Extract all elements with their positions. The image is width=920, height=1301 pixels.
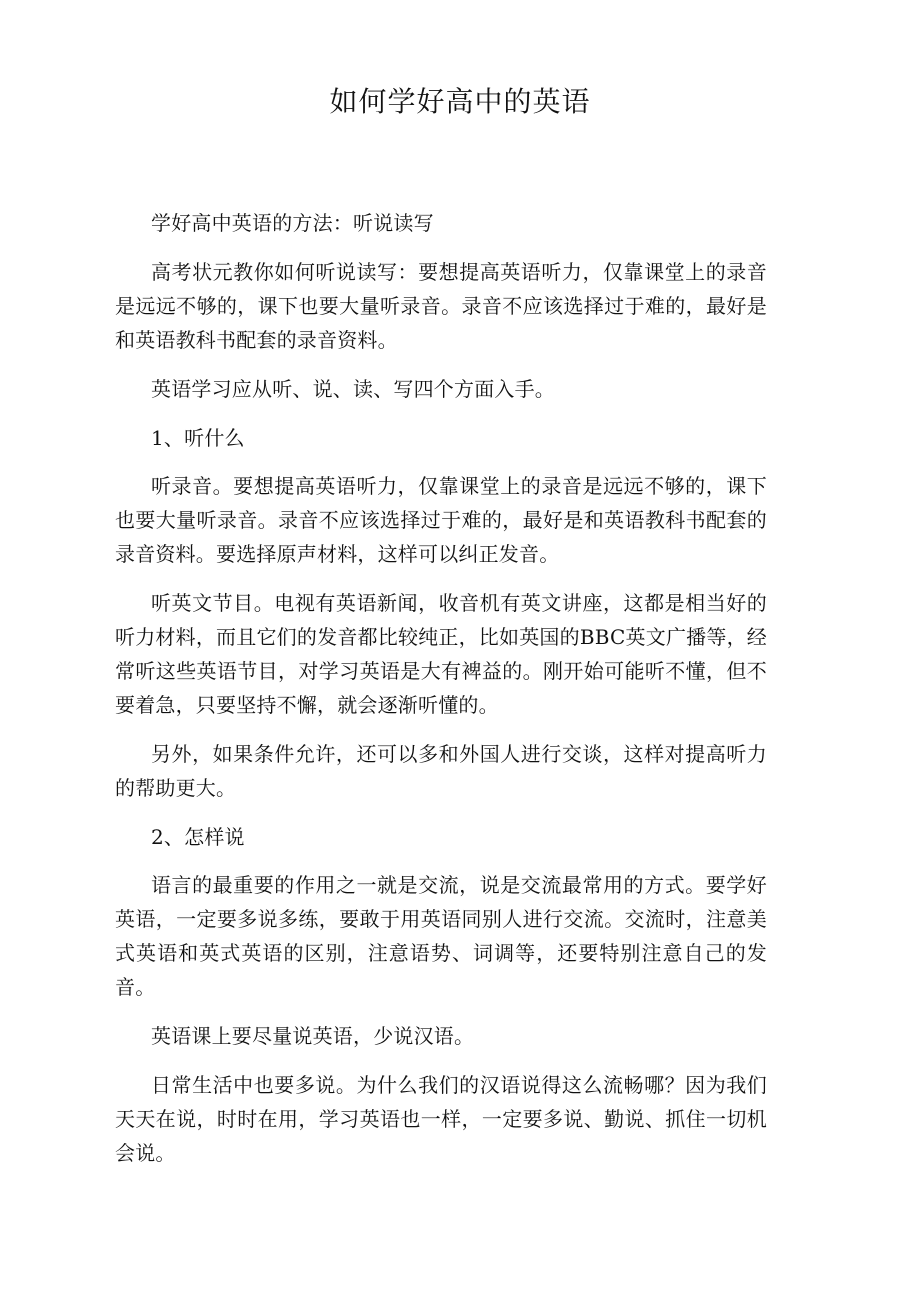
paragraph-7: 另外，如果条件允许，还可以多和外国人进行交谈，这样对提高听力的帮助更大。 [115,742,767,800]
paragraph-11: 日常生活中也要多说。为什么我们的汉语说得这么流畅哪？因为我们天天在说，时时在用，学习英语也一样，一定要多说、勤说、抓住一切机会说。 [115,1073,767,1165]
document-title: 如何学好高中的英语 [329,85,591,118]
paragraph-1: 学好高中英语的方法：听说读写 [151,211,434,235]
paragraph-5: 听录音。要想提高英语听力，仅靠课堂上的录音是远远不够的，课下也要大量听录音。录音不应该选择过于难的，最好是和英语教科书配套的录音资料。要选择原声材料，这样可以纠正发音。 [115,474,767,566]
document-body [115,206,767,1185]
section-heading-speak: 2、怎样说 [151,825,245,849]
paragraph-9: 语言的最重要的作用之一就是交流，说是交流最常用的方式。要学好英语，一定要多说多练，要敢于用英语同别人进行交流。交流时，注意美式英语和英式英语的区别，注意语势、词调等，还要特别注意自己的发音。 [115,873,767,999]
paragraph-2: 高考状元教你如何听说读写：要想提高英语听力，仅靠课堂上的录音是远远不够的，课下也要大量听录音。录音不应该选择过于难的，最好是和英语教科书配套的录音资料。 [115,260,767,352]
paragraph-3: 英语学习应从听、说、读、写四个方面入手。 [151,377,555,401]
section-heading-listen: 1、听什么 [151,426,245,450]
paragraph-10: 英语课上要尽量说英语，少说汉语。 [151,1024,475,1048]
paragraph-6: 听英文节目。电视有英语新闻，收音机有英文讲座，这都是相当好的听力材料，而且它们的发音都比较纯正，比如英国的BBC英文广播等，经常听这些英语节目，对学习英语是大有裨益的。刚开始可能听不懂，但不要着急，只要坚持不懈，就会逐渐听懂的。 [115,591,767,717]
